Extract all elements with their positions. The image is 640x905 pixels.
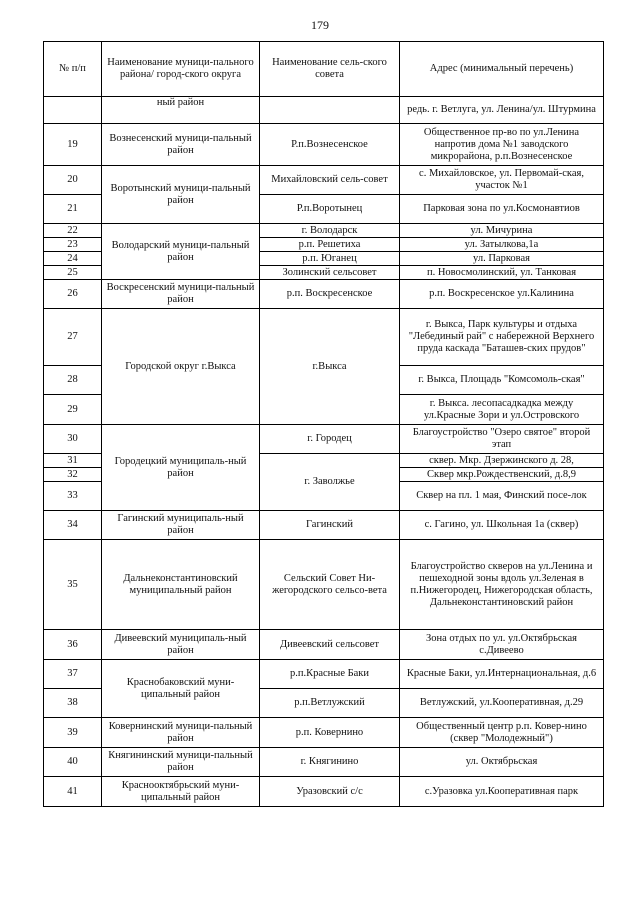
row-address: с.Уразовка ул.Кооперативная парк (400, 777, 604, 807)
table-row (44, 309, 604, 366)
row-council (260, 97, 400, 124)
row-num: 32 (44, 468, 102, 482)
row-address: с. Михайловское, ул. Первомай-ская, участок №1 (400, 166, 604, 195)
row-district: Ковернинский муници-пальный район (102, 718, 260, 748)
row-address: Парковая зона по ул.Космонавтиов (400, 195, 604, 224)
table-row (44, 425, 604, 454)
row-district: Гагинский муниципаль-ный район (102, 511, 260, 540)
row-address: ул. Затылкова,1а (400, 238, 604, 252)
row-num: 21 (44, 195, 102, 224)
row-council: Михайловский сель-совет (260, 166, 400, 195)
row-district: Вознесенский муници-пальный район (102, 124, 260, 166)
row-num: 34 (44, 511, 102, 540)
table-row (44, 540, 604, 630)
row-address: Благоустройство скверов на ул.Ленина и пешеходной зоны вдоль ул.Зеленая в п.Нижегородец, Нижегородская область, Дальнеконстантиновский район (400, 540, 604, 630)
row-district: Володарский муници-пальный район (102, 224, 260, 280)
table-row (44, 748, 604, 777)
row-num (44, 97, 102, 124)
table-row (44, 224, 604, 238)
row-council: р.п.Красные Баки (260, 660, 400, 689)
row-num: 41 (44, 777, 102, 807)
table-header-row (44, 42, 604, 97)
row-address: ул. Мичурина (400, 224, 604, 238)
row-district: Краснобаковский муни-ципальный район (102, 660, 260, 718)
header-num: № п/п (44, 42, 102, 97)
header-district: Наименование муници-пального района/ город-ского округа (102, 42, 260, 97)
row-num: 27 (44, 309, 102, 366)
row-address: Зона отдых по ул. ул.Октябрьская с.Дивеево (400, 630, 604, 660)
row-district: ный район (102, 97, 260, 124)
row-council: р.п. Решетиха (260, 238, 400, 252)
table-row (44, 511, 604, 540)
page-number: 179 (311, 18, 329, 32)
row-address: р.п. Воскресенское ул.Калинина (400, 280, 604, 309)
table-row (44, 97, 604, 124)
row-num: 37 (44, 660, 102, 689)
row-council: Р.п.Воротынец (260, 195, 400, 224)
row-district: Дивеевский муниципаль-ный район (102, 630, 260, 660)
row-council: Дивеевский сельсовет (260, 630, 400, 660)
table-row (44, 777, 604, 807)
row-council: г.Выкса (260, 309, 400, 425)
row-address: Красные Баки, ул.Интернациональная, д.6 (400, 660, 604, 689)
row-address: редь. г. Ветлуга, ул. Ленина/ул. Штурмина (400, 97, 604, 124)
row-council: р.п. Ковернино (260, 718, 400, 748)
table-row (44, 166, 604, 195)
header-address: Адрес (минимальный перечень) (400, 42, 604, 97)
row-council: г. Заволжье (260, 454, 400, 511)
row-address: г. Выкса, Площадь "Комсомоль-ская" (400, 366, 604, 395)
row-council: Р.п.Вознесенское (260, 124, 400, 166)
row-address: с. Гагино, ул. Школьная 1а (сквер) (400, 511, 604, 540)
row-num: 22 (44, 224, 102, 238)
row-num: 25 (44, 266, 102, 280)
row-address: Общественное пр-во по ул.Ленина напротив дома №1 заводского микрорайона, р.п.Вознесенское (400, 124, 604, 166)
header-council: Наименование сель-ского совета (260, 42, 400, 97)
row-num: 35 (44, 540, 102, 630)
row-address: п. Новосмолинский, ул. Танковая (400, 266, 604, 280)
row-council: р.п. Воскресенское (260, 280, 400, 309)
row-num: 33 (44, 482, 102, 511)
row-num: 31 (44, 454, 102, 468)
row-council: г. Городец (260, 425, 400, 454)
table-row (44, 280, 604, 309)
row-council: Сельский Совет Ни-жегородского сельсо-вета (260, 540, 400, 630)
row-district: Княгининский муници-пальный район (102, 748, 260, 777)
row-num: 40 (44, 748, 102, 777)
row-council: Гагинский (260, 511, 400, 540)
table-row (44, 718, 604, 748)
row-address: сквер. Мкр. Дзержинского д. 28, (400, 454, 604, 468)
row-address: Сквер на пл. 1 мая, Финский посе-лок (400, 482, 604, 511)
row-council: р.п. Юганец (260, 252, 400, 266)
row-num: 19 (44, 124, 102, 166)
table-row (44, 630, 604, 660)
table-row (44, 660, 604, 689)
row-num: 28 (44, 366, 102, 395)
row-num: 26 (44, 280, 102, 309)
row-num: 30 (44, 425, 102, 454)
row-council: Уразовский с/с (260, 777, 400, 807)
row-address: ул. Парковая (400, 252, 604, 266)
row-address: Сквер мкр.Рождественский, д.8,9 (400, 468, 604, 482)
row-address: ул. Октябрьская (400, 748, 604, 777)
row-num: 23 (44, 238, 102, 252)
row-district: Городецкий муниципаль-ный район (102, 425, 260, 511)
row-num: 36 (44, 630, 102, 660)
row-district: Воскресенский муници-пальный район (102, 280, 260, 309)
row-district: Городской округ г.Выкса (102, 309, 260, 425)
row-council: Золинский сельсовет (260, 266, 400, 280)
row-num: 24 (44, 252, 102, 266)
row-address: г. Выкса, Парк культуры и отдыха "Лебединый рай" с набережной Верхнего пруда каскада "Баташев-ских прудов" (400, 309, 604, 366)
row-num: 29 (44, 395, 102, 425)
row-address: г. Выкса. лесопасадкадка между ул.Красные Зори и ул.Островского (400, 395, 604, 425)
row-district: Воротынский муници-пальный район (102, 166, 260, 224)
row-council: р.п.Ветлужский (260, 689, 400, 718)
row-district: Краснооктябрьский муни-ципальный район (102, 777, 260, 807)
row-council: г. Володарск (260, 224, 400, 238)
row-district: Дальнеконстантиновский муниципальный район (102, 540, 260, 630)
row-address: Общественный центр р.п. Ковер-нино (сквер "Молодежный") (400, 718, 604, 748)
row-num: 38 (44, 689, 102, 718)
row-council: г. Княгинино (260, 748, 400, 777)
table-row (44, 124, 604, 166)
row-address: Ветлужский, ул.Кооперативная, д.29 (400, 689, 604, 718)
districts-table (43, 41, 604, 807)
row-address: Благоустройство "Озеро святое" второй этап (400, 425, 604, 454)
row-num: 39 (44, 718, 102, 748)
row-num: 20 (44, 166, 102, 195)
